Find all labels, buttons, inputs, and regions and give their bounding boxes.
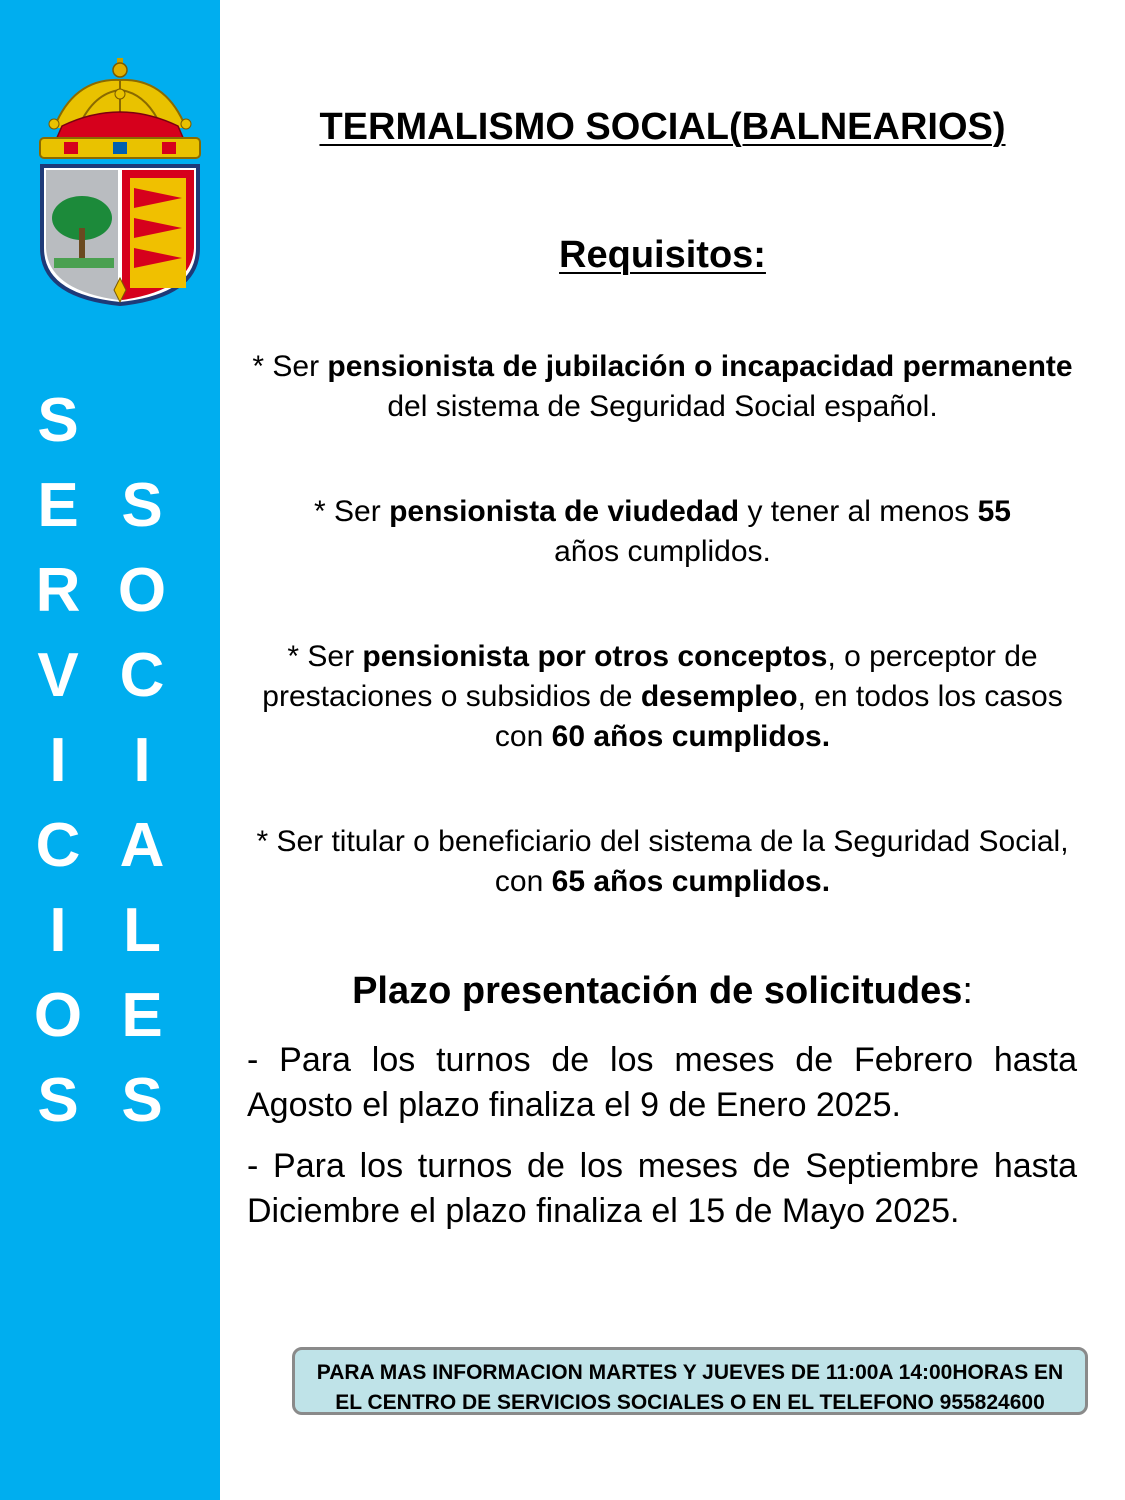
- page-title: TERMALISMO SOCIAL(BALNEARIOS): [319, 106, 1006, 148]
- requirement-item: * Ser pensionista de viudedad y tener al menos 55 años cumplidos.: [314, 495, 1011, 568]
- info-box: [292, 1347, 1088, 1415]
- letter: C: [35, 811, 81, 880]
- letter: O: [117, 556, 167, 625]
- requirements-heading: Requisitos:: [559, 234, 766, 276]
- letter: I: [49, 896, 67, 965]
- letter: E: [121, 981, 163, 1050]
- letter: R: [35, 556, 81, 625]
- letter: E: [37, 471, 79, 540]
- deadline-item: - Para los turnos de los meses de Septiembre hasta Diciembre el plazo finaliza el 15 de Mayo 2025.: [247, 1147, 1077, 1230]
- sidebar: [0, 0, 220, 1500]
- vertical-word-servicios: [28, 378, 88, 1143]
- requirement-item: * Ser titular o beneficiario del sistema de la Seguridad Social, con 65 años cumplidos.: [256, 825, 1069, 898]
- letter: S: [121, 1066, 163, 1135]
- letter: I: [49, 726, 67, 795]
- letter: S: [37, 386, 79, 455]
- main-content: [220, 0, 1125, 1500]
- vertical-word-sociales: [112, 463, 172, 1143]
- municipal-coat-of-arms-icon: [34, 58, 206, 308]
- requirement-item: * Ser pensionista por otros conceptos, o perceptor de prestaciones o subsidios de desempleo, en todos los casos con 60 años cumplidos.: [262, 640, 1063, 753]
- letter: C: [119, 641, 165, 710]
- letter: L: [123, 896, 161, 965]
- letter: O: [33, 981, 83, 1050]
- letter: S: [37, 1066, 79, 1135]
- deadline-heading: Plazo presentación de solicitudes:: [352, 970, 973, 1012]
- letter: A: [119, 811, 165, 880]
- letter: V: [37, 641, 79, 710]
- info-text: PARA MAS INFORMACION MARTES Y JUEVES DE 11:00A 14:00HORAS EN EL CENTRO DE SERVICIOS SOCIALES O EN EL TELEFONO 955824600: [316, 1361, 1064, 1414]
- letter: S: [121, 471, 163, 540]
- requirement-item: * Ser pensionista de jubilación o incapacidad permanente del sistema de Seguridad Social español.: [252, 350, 1073, 423]
- deadline-item: - Para los turnos de los meses de Febrero hasta Agosto el plazo finaliza el 9 de Enero 2025.: [247, 1041, 1077, 1124]
- letter: I: [133, 726, 151, 795]
